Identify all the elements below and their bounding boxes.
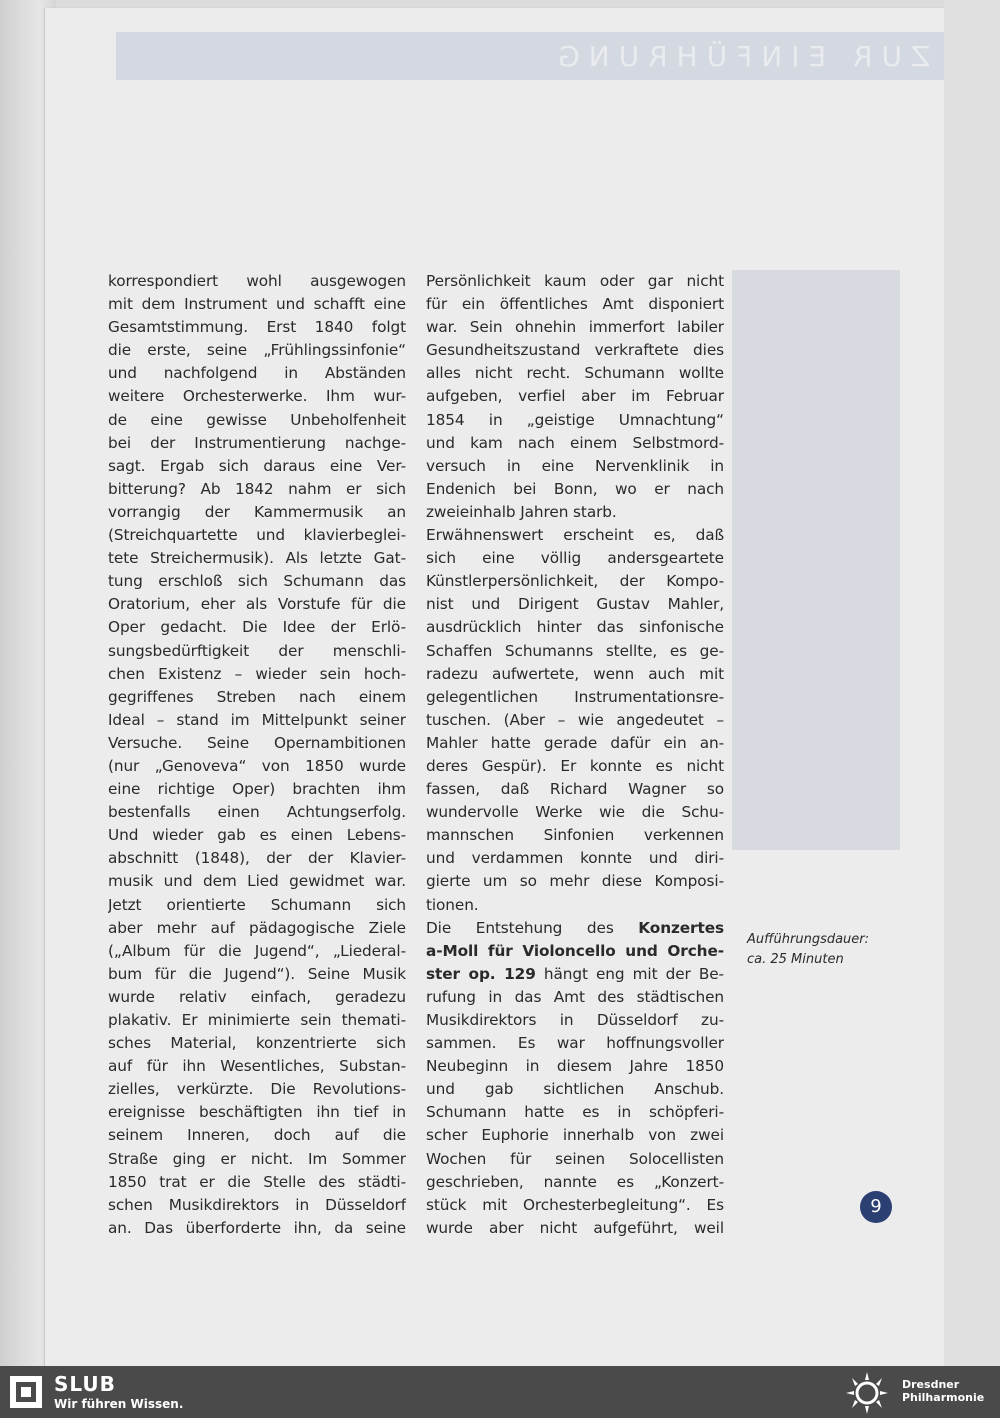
work-title-bold: Konzertes [638,918,724,937]
text-line: Und wieder gab es einen Lebens- [108,826,406,845]
text-line: geschrieben, nannte es „Konzert- [426,1172,724,1191]
text-line: sich eine völlig andersgeartete [426,549,724,568]
text-line: ausdrücklich hinter das sinfonische [426,618,724,637]
text-line: Erwähnenswert erscheint es, daß [426,526,724,545]
text-line: tionen. [426,895,479,914]
text-line [426,963,724,986]
text-line: sungsbedürftigkeit der menschli- [108,641,406,660]
text-column-left [108,270,406,1240]
text-line: aufgeben, verfiel aber im Februar [426,387,724,406]
text-line: („Album für die Jugend“, „Liederal- [108,941,406,960]
text-column-middle [426,270,724,1240]
text-line: Schumann hatte es in schöpferi- [426,1103,724,1122]
right-margin [944,0,1000,1366]
text-line: 1850 trat er die Stelle des städti- [108,1172,406,1191]
text-line: Oper gedacht. Die Idee der Erlö- [108,618,406,637]
slub-logo-icon [10,1376,42,1408]
partner-name [902,1378,984,1404]
text-run: hängt eng mit der Be- [535,964,724,983]
text-line: schen Musikdirektors in Düsseldorf [108,1195,406,1214]
duration-note [747,930,897,970]
text-line: de eine gewisse Unbeholfenheit [108,410,406,429]
text-line: sagt. Ergab sich daraus eine Ver- [108,456,406,475]
slub-subtitle: Wir führen Wissen. [54,1397,184,1411]
text-line: war. Sein ohnehin immerfort labiler [426,318,724,337]
text-line: Versuche. Seine Opernambitionen [108,733,406,752]
text-line: rufung in das Amt des städtischen [426,987,724,1006]
text-line: Neubeginn in diesem Jahre 1850 [426,1057,724,1076]
text-line: Wochen für seinen Solocellisten [426,1149,724,1168]
text-line: tung erschloß sich Schumann das [108,572,406,591]
text-line: chen Existenz – wieder sein hoch- [108,664,406,683]
text-line: sches Material, konzentrierte sich [108,1034,406,1053]
text-line: aber mehr auf pädagogische Ziele [108,918,406,937]
text-line: mit dem Instrument und schafft eine [108,295,406,314]
paragraph-concerto-body [426,986,724,1240]
paragraph-mahler [426,524,724,894]
partner-name-line2: Philharmonie [902,1391,985,1404]
text-line: alles nicht recht. Schumann wollte [426,364,724,383]
work-title-bold: a-Moll für Violoncello und Orche- [426,941,724,960]
text-line: bei der Instrumentierung nachge- [108,433,406,452]
text-line: auf für ihn Wesentliches, Substan- [108,1057,406,1076]
text-line: für ein öffentliches Amt disponiert [426,295,724,314]
text-line: sammen. Es war hoffnungsvoller [426,1034,724,1053]
text-line: und kam nach einem Selbstmord- [426,433,724,452]
work-title-bold: ster op. 129 [426,964,536,983]
text-line: Musikdirektors in Düsseldorf zu- [426,1011,724,1029]
text-line: Gesamtstimmung. Erst 1840 folgt [108,318,406,337]
slub-title: SLUB [54,1372,116,1396]
text-line: eine richtige Oper) brachten ihm [108,780,406,799]
text-line: seinem Inneren, doch auf die [108,1126,406,1145]
text-line: zielles, verkürzte. Die Revolutions- [108,1080,406,1099]
text-line: tuschen. (Aber – wie angedeutet – [426,710,724,729]
page-number-badge: 9 [860,1191,892,1223]
text-line: wurde aber nicht aufgeführt, weil [426,1218,724,1237]
running-header-title: ZUR EINFÜHRUNG [548,40,930,73]
text-line: korrespondiert wohl ausgewogen [108,272,406,290]
text-line: nist und Dirigent Gustav Mahler, [426,595,724,614]
text-line: musik und dem Lied gewidmet war. [108,872,406,891]
text-line: Mahler hatte gerade dafür ein an- [426,733,724,752]
text-line: ereignisse beschäftigten ihn tief in [108,1103,406,1122]
text-run: Die Entstehung des [426,918,639,937]
text-line: Persönlichkeit kaum oder gar nicht [426,272,724,290]
text-line: fassen, daß Richard Wagner so [426,780,724,799]
footer-bar [0,1366,1000,1418]
text-line: Gesundheitszustand verkraftete dies [426,341,724,360]
text-line: weitere Orchesterwerke. Ihm wur- [108,387,406,406]
text-line: die erste, seine „Frühlingssinfonie“ [108,341,406,360]
text-line: bestenfalls einen Achtungserfolg. [108,803,406,822]
text-line: zweieinhalb Jahren starb. [426,502,617,521]
text-line: plakativ. Er minimierte sein themati- [108,1011,406,1029]
text-line: gegriffenes Streben nach einem [108,687,406,706]
text-line: Jetzt orientierte Schumann sich [108,895,406,914]
sidebar-panel [732,270,900,850]
duration-label: Aufführungsdauer: [747,932,870,947]
text-line: stück mit Orchesterbegleitung“. Es [426,1195,724,1214]
text-line: Ideal – stand im Mittelpunkt seiner [108,710,406,729]
text-line: gelegentlichen Instrumentationsre- [426,687,724,706]
text-line: vorrangig der Kammermusik an [108,502,406,521]
text-line: gierte um so mehr diese Komposi- [426,872,724,891]
text-line [426,917,724,940]
text-line: tete Streichermusik). Als letzte Gat- [108,549,406,568]
text-line: 1854 in „geistige Umnachtung“ [426,410,724,429]
paragraph-schumann-illness [426,270,724,501]
text-line: wundervolle Werke wie die Schu- [426,803,724,822]
text-line: (nur „Genoveva“ von 1850 wurde [108,756,406,775]
text-line: Künstlerpersönlichkeit, der Kompo- [426,572,724,591]
running-header-band [116,32,944,80]
text-line: (Streichquartette und klavierbeglei- [108,526,406,545]
text-line: und nachfolgend in Abständen [108,364,406,383]
text-line: Straße ging er nicht. Im Sommer [108,1149,406,1168]
text-line: bitterung? Ab 1842 nahm er sich [108,479,406,498]
text-line: Oratorium, eher als Vorstufe für die [108,595,406,614]
text-line: versuch in eine Nervenklinik in [426,456,724,475]
philharmonie-logo-icon [842,1370,892,1416]
text-line: mannschen Sinfonien verkennen [426,826,724,845]
paragraph-concerto [426,917,724,1240]
text-line: und verdammen konnte und diri- [426,849,724,868]
text-line: Schaffen Schumanns stellte, es ge- [426,641,724,660]
text-line: scher Euphorie innerhalb von zwei [426,1126,724,1145]
duration-value: ca. 25 Minuten [747,952,844,967]
text-line: abschnitt (1848), der der Klavier- [108,849,406,868]
text-line: radezu aufwertete, wenn auch mit [426,664,724,683]
text-line: deres Gespür). Er konnte es nicht [426,756,724,775]
partner-name-line1: Dresdner [902,1378,960,1391]
text-line: Endenich bei Bonn, wo er nach [426,479,724,498]
text-line: bum für die Jugend“). Seine Musik [108,964,406,983]
text-line: wurde relativ einfach, geradezu [108,987,406,1006]
text-line: an. Das überforderte ihn, da seine [108,1218,406,1237]
text-line: und gab sichtlichen Anschub. [426,1080,724,1099]
